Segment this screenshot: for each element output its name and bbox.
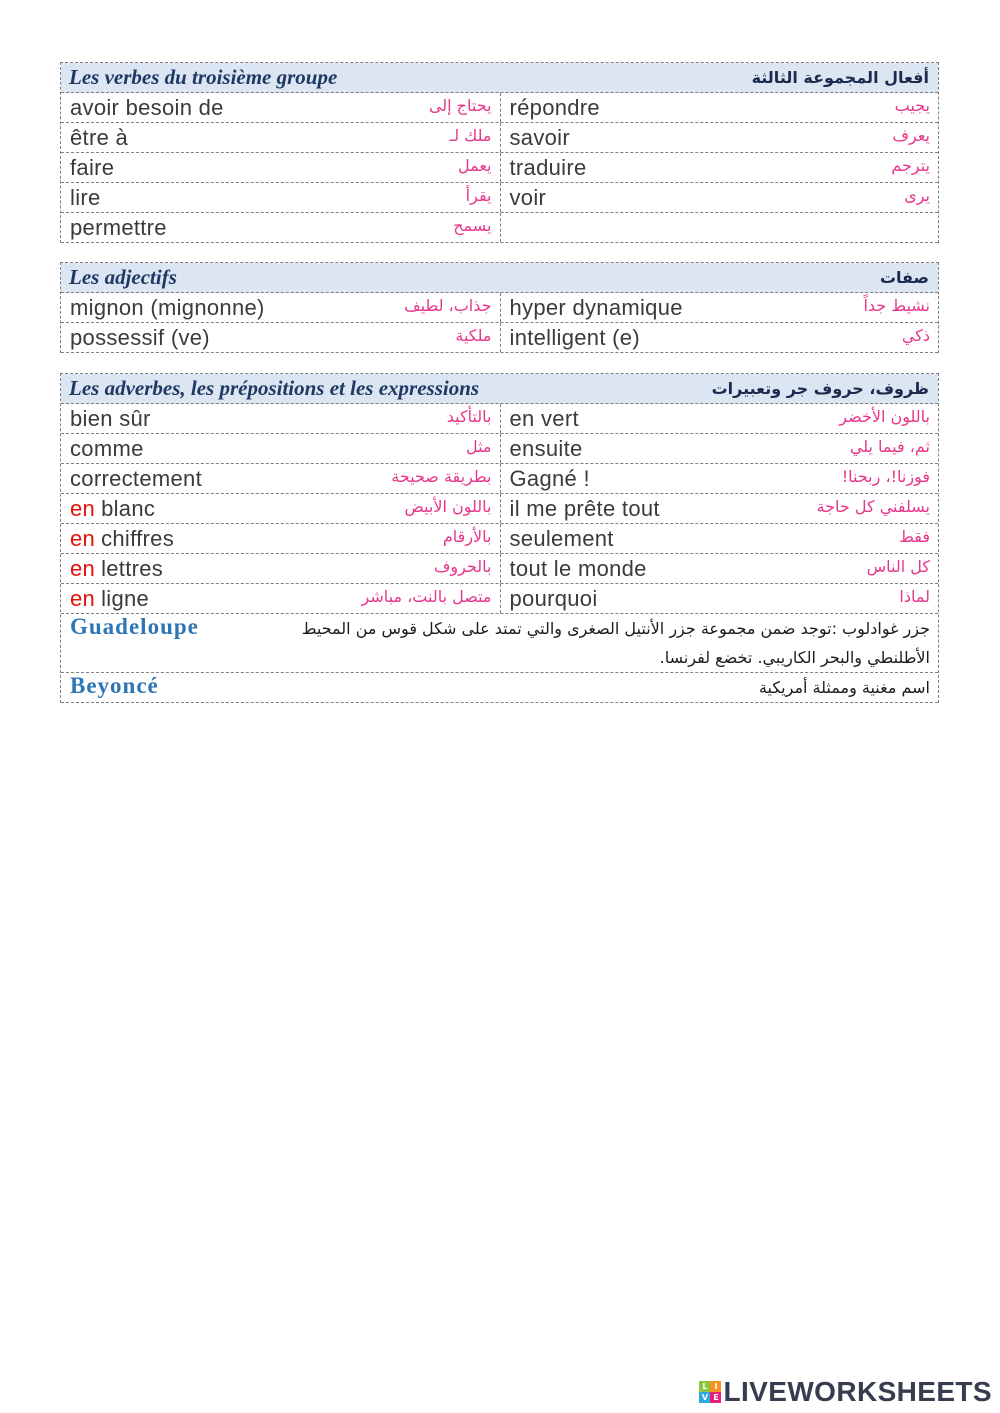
table-title-ar: صفات [879, 268, 929, 287]
table-header [61, 374, 938, 404]
vocab-entry [500, 524, 939, 553]
table-title-ar: ظروف، حروف جر وتعبيرات [711, 379, 929, 398]
vocab-entry [500, 183, 939, 212]
table-title-ar: أفعال المجموعة الثالثة [751, 68, 929, 87]
french-term: Gagné ! [509, 466, 590, 491]
arabic-translation: يعمل [457, 156, 492, 175]
french-term [70, 524, 174, 553]
table-title-fr: Les adverbes, les prépositions et les expressions [69, 376, 480, 400]
table-title-fr: Les verbes du troisième groupe [69, 65, 338, 89]
vocab-entry [61, 153, 500, 182]
empty-cell [500, 213, 939, 242]
live-icon [699, 1381, 721, 1403]
french-term [70, 554, 163, 583]
french-term-word: blanc [101, 496, 156, 521]
vocab-entry [500, 153, 939, 182]
arabic-translation: ملك لـ [449, 126, 492, 145]
french-term-prefix: en [70, 586, 96, 611]
vocab-entry [500, 93, 939, 122]
french-term: il me prête tout [509, 496, 660, 521]
arabic-translation: يقرأ [465, 186, 492, 205]
arabic-translation: بالتأكيد [446, 407, 492, 426]
french-term: correctement [70, 466, 202, 491]
french-term-prefix: en [70, 496, 96, 521]
table-row [61, 293, 938, 323]
french-term: seulement [509, 526, 614, 551]
table-row [61, 213, 938, 243]
note-description: جزر غوادلوب :توجد ضمن مجموعة جزر الأنتيل الصغرى والتي تمتد على شكل قوس من المحيط الأطلنطي والبحر الكاريبي. تخضع لفرنسا. [301, 619, 930, 667]
french-term: permettre [70, 215, 167, 240]
vocab-entry [61, 464, 500, 493]
note-proper-noun: Beyoncé [70, 673, 159, 698]
table-row [61, 524, 938, 554]
arabic-translation: ملكية [455, 326, 492, 345]
note-description: اسم مغنية وممثلة أمريكية [758, 678, 930, 697]
vocab-entry [500, 584, 939, 613]
vocab-table-verbs [60, 62, 939, 243]
french-term: avoir besoin de [70, 95, 224, 120]
french-term: en vert [509, 406, 579, 431]
table-row [61, 584, 938, 614]
arabic-translation: يحتاج إلى [428, 96, 492, 115]
vocab-entry [61, 323, 500, 352]
arabic-translation: باللون الأخضر [839, 407, 930, 426]
arabic-translation: يجيب [894, 96, 930, 115]
vocab-entry [61, 524, 500, 553]
arabic-translation: باللون الأبيض [404, 497, 492, 516]
french-term: possessif (ve) [70, 325, 210, 350]
arabic-translation: يترجم [891, 156, 930, 175]
vocab-entry [61, 93, 500, 122]
vocab-entry [500, 434, 939, 463]
french-term [70, 494, 155, 523]
table-row [61, 323, 938, 353]
vocab-entry [500, 464, 939, 493]
note-proper-noun: Guadeloupe [70, 614, 199, 639]
french-term [70, 584, 149, 613]
french-term: comme [70, 436, 144, 461]
vocab-entry [61, 213, 500, 242]
arabic-translation: كل الناس [866, 557, 930, 576]
table-row [61, 123, 938, 153]
french-term: tout le monde [509, 556, 647, 581]
french-term: voir [509, 185, 547, 210]
arabic-translation: يسلفني كل حاجة [816, 497, 930, 516]
table-row [61, 93, 938, 123]
vocab-entry [61, 494, 500, 523]
arabic-translation: ذكي [901, 326, 930, 345]
arabic-translation: بطريقة صحيحة [391, 467, 492, 486]
french-term-prefix: en [70, 526, 96, 551]
arabic-translation: لماذا [899, 587, 930, 606]
arabic-translation: جذاب، لطيف [404, 296, 492, 315]
table-row [61, 464, 938, 494]
french-term: ensuite [509, 436, 583, 461]
arabic-translation: ثم، فيما يلي [849, 437, 930, 456]
table-row [61, 183, 938, 213]
logo-icon-square: V [699, 1392, 710, 1403]
french-term: hyper dynamique [509, 295, 683, 320]
french-term-word: ligne [101, 586, 150, 611]
french-term: répondre [509, 95, 600, 120]
table-row [61, 153, 938, 183]
note-row [61, 614, 938, 673]
table-row [61, 494, 938, 524]
table-header [61, 263, 938, 293]
vocab-entry [61, 293, 500, 322]
arabic-translation: نشيط جداً [863, 296, 930, 315]
vocab-entry [61, 183, 500, 212]
french-term: pourquoi [509, 586, 598, 611]
vocab-entry [61, 584, 500, 613]
arabic-translation: يعرف [892, 126, 930, 145]
arabic-translation: متصل بالنت، مباشر [361, 587, 492, 606]
french-term-prefix: en [70, 556, 96, 581]
vocab-entry [500, 323, 939, 352]
french-term: intelligent (e) [509, 325, 640, 350]
arabic-translation: فوزنا!، ربحنا! [841, 467, 930, 486]
french-term: faire [70, 155, 115, 180]
logo-icon-square: L [699, 1381, 710, 1392]
table-header [61, 63, 938, 93]
vocab-entry [500, 404, 939, 433]
note-row [61, 673, 938, 703]
vocab-entry [61, 434, 500, 463]
vocab-table-expressions [60, 373, 939, 703]
vocab-entry [500, 123, 939, 152]
logo-wordmark: LIVEWORKSHEETS [723, 1376, 992, 1407]
table-row [61, 554, 938, 584]
table-row [61, 404, 938, 434]
vocab-entry [61, 404, 500, 433]
arabic-translation: يسمح [453, 216, 492, 235]
vocab-table-adjectives [60, 262, 939, 353]
arabic-translation: بالأرقام [442, 527, 492, 546]
arabic-translation: فقط [899, 527, 930, 546]
vocab-entry [500, 293, 939, 322]
logo-icon-square: I [710, 1381, 721, 1392]
french-term: lire [70, 185, 101, 210]
arabic-translation: مثل [465, 437, 492, 456]
arabic-translation: يرى [904, 186, 930, 205]
liveworksheets-logo [699, 1376, 992, 1407]
arabic-translation: بالحروف [433, 557, 492, 576]
french-term: bien sûr [70, 406, 151, 431]
french-term: mignon (mignonne) [70, 295, 265, 320]
vocab-entry [500, 554, 939, 583]
table-title-fr: Les adjectifs [69, 265, 177, 289]
vocab-entry [61, 554, 500, 583]
logo-icon-square: E [710, 1392, 721, 1403]
table-row [61, 434, 938, 464]
vocab-entry [500, 494, 939, 523]
french-term-word: chiffres [101, 526, 174, 551]
french-term-word: lettres [101, 556, 164, 581]
french-term: traduire [509, 155, 587, 180]
french-term: savoir [509, 125, 570, 150]
vocab-entry [61, 123, 500, 152]
french-term: être à [70, 125, 129, 150]
